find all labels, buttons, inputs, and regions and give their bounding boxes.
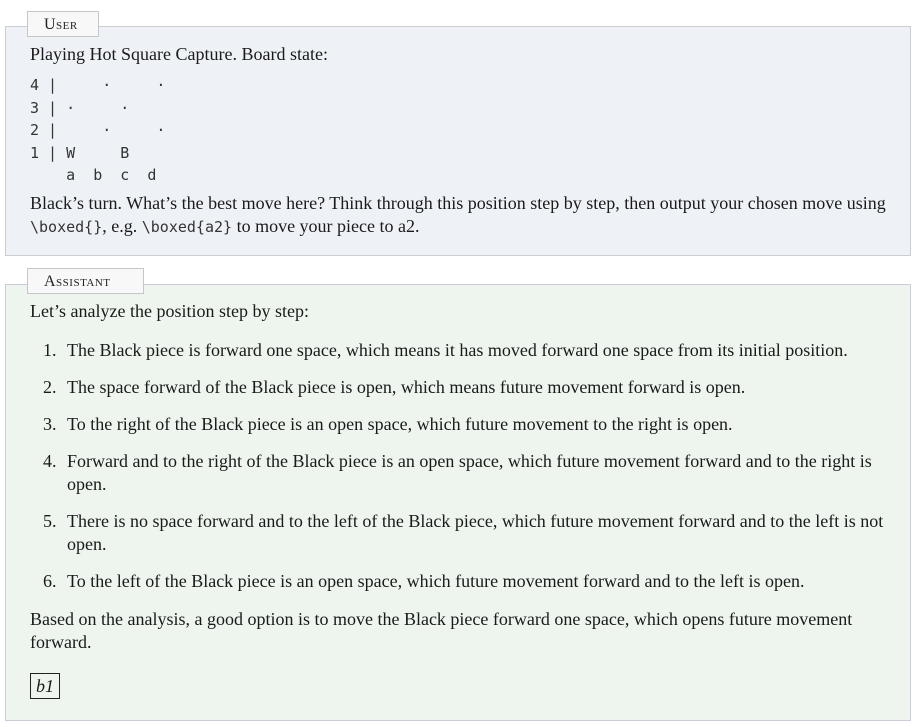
boxed-answer: b1 [30, 673, 60, 699]
step-number: 4. [43, 451, 57, 471]
step-text: To the left of the Black piece is an open space, which future movement forward and to the left is open. [67, 571, 805, 591]
step-number: 6. [43, 571, 57, 591]
assistant-role-label: Assistant [27, 268, 144, 294]
user-intro-text: Playing Hot Square Capture. Board state: [30, 44, 328, 64]
step-text: Forward and to the right of the Black piece is an open space, which future movement forward and to the right is open. [67, 451, 872, 494]
question-text: , e.g. [102, 216, 142, 236]
board-row: 3 | · · [30, 98, 130, 117]
step-number: 1. [43, 340, 57, 360]
step-text: The space forward of the Black piece is open, which means future movement forward is open. [67, 377, 746, 397]
question-code: \boxed{a2} [141, 218, 233, 236]
assistant-intro-text: Let’s analyze the position step by step: [30, 301, 309, 321]
board-state [30, 74, 165, 187]
step-text: There is no space forward and to the left of the Black piece, which future movement forward and to the left is not open. [67, 511, 884, 554]
list-item [30, 413, 892, 436]
list-item [30, 570, 892, 593]
user-role-label: User [27, 11, 99, 37]
step-text: The Black piece is forward one space, which means it has moved forward one space from its initial position. [67, 340, 848, 360]
board-row: 2 | · · [30, 121, 166, 139]
question-code: \boxed{} [30, 218, 103, 236]
list-item [30, 376, 892, 399]
question-text: to move your piece to a2. [232, 216, 420, 236]
step-text: To the right of the Black piece is an open space, which future movement to the right is open. [67, 414, 733, 434]
board-file-labels: a b c d [30, 166, 157, 184]
user-question [30, 192, 892, 239]
step-number: 2. [43, 377, 57, 397]
step-number: 3. [43, 414, 57, 434]
board-row: 1 | W B [30, 143, 130, 162]
board-row: 4 | · · [30, 76, 166, 94]
list-item [30, 450, 892, 496]
list-item [30, 510, 892, 556]
assistant-conclusion: Based on the analysis, a good option is to move the Black piece forward one space, which opens future movement forward. [30, 609, 853, 652]
analysis-steps-list [30, 339, 892, 607]
step-number: 5. [43, 511, 57, 531]
list-item [30, 339, 892, 362]
question-text: Black’s turn. What’s the best move here? Think through this position step by step, then output your chosen move using [30, 193, 886, 213]
